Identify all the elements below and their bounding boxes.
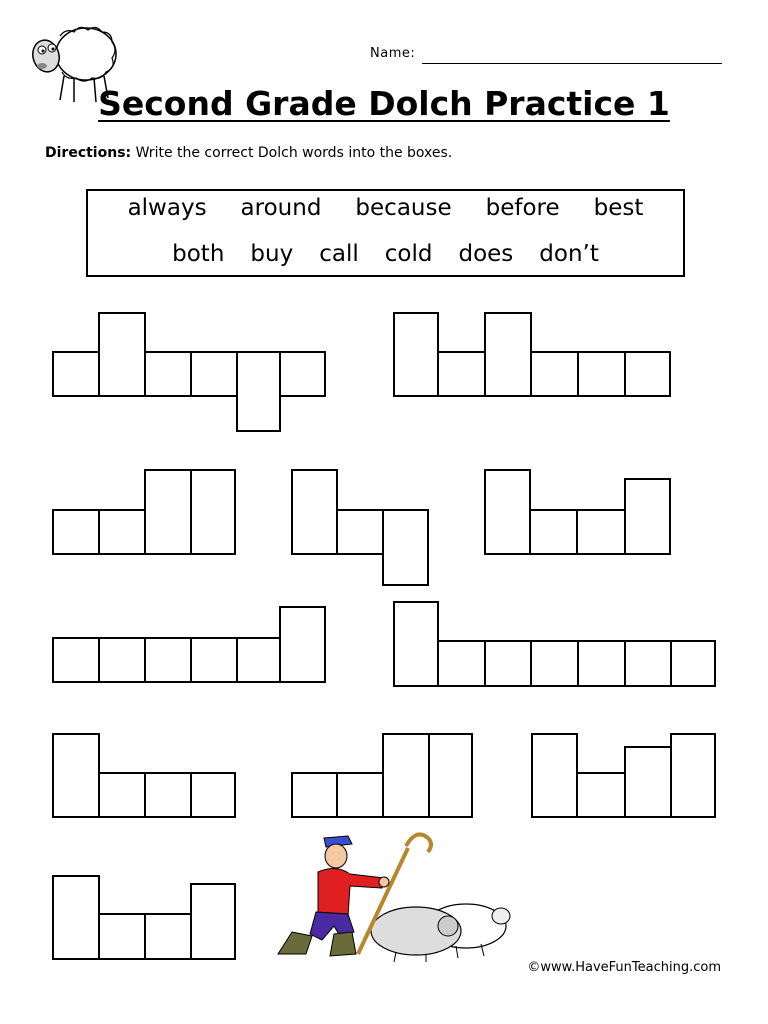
page-title: Second Grade Dolch Practice 1 [98, 84, 670, 123]
word-bank-row-2 [88, 241, 683, 267]
letter-box[interactable] [529, 509, 578, 555]
letter-box[interactable] [336, 509, 384, 555]
copyright-footer: ©www.HaveFunTeaching.com [527, 960, 721, 975]
letter-box[interactable] [144, 913, 192, 960]
letter-box[interactable] [393, 312, 439, 397]
letter-box[interactable] [576, 509, 626, 555]
word-bank-word: around [240, 195, 322, 221]
letter-box[interactable] [624, 478, 671, 555]
letter-box[interactable] [190, 351, 238, 397]
letter-box[interactable] [484, 640, 532, 687]
letter-box[interactable] [279, 351, 326, 397]
word-bank-word: because [355, 195, 452, 221]
word-bank-word: cold [384, 241, 433, 267]
word-bank-word: best [593, 195, 644, 221]
letter-box[interactable] [144, 637, 192, 683]
letter-box[interactable] [98, 772, 146, 818]
letter-box[interactable] [190, 637, 238, 683]
letter-box[interactable] [624, 351, 671, 397]
letter-box[interactable] [484, 469, 531, 555]
directions [45, 145, 452, 161]
letter-box[interactable] [530, 351, 579, 397]
letter-box[interactable] [577, 640, 626, 687]
letter-box[interactable] [52, 733, 100, 818]
letter-box[interactable] [144, 772, 192, 818]
letter-box[interactable] [190, 883, 236, 960]
directions-text: Write the correct Dolch words into the boxes. [135, 145, 453, 161]
letter-box[interactable] [144, 469, 192, 555]
letter-box[interactable] [624, 640, 672, 687]
letter-box[interactable] [98, 312, 146, 397]
letter-box[interactable] [437, 640, 486, 687]
letter-box[interactable] [670, 733, 716, 818]
word-bank-word: always [127, 195, 207, 221]
letter-box[interactable] [670, 640, 716, 687]
letter-box[interactable] [531, 733, 578, 818]
letter-box[interactable] [437, 351, 486, 397]
letter-box[interactable] [382, 733, 430, 818]
letter-box[interactable] [530, 640, 579, 687]
letter-box[interactable] [428, 733, 473, 818]
letter-box[interactable] [98, 509, 146, 555]
letter-box[interactable] [382, 509, 429, 586]
letter-box[interactable] [236, 637, 281, 683]
letter-box[interactable] [190, 772, 236, 818]
word-bank-row-1 [88, 195, 683, 221]
letter-box[interactable] [52, 637, 100, 683]
shepherd-with-sheep-illustration [276, 826, 520, 964]
word-bank-word: before [485, 195, 560, 221]
name-label: Name: [370, 46, 416, 61]
word-bank [86, 189, 685, 277]
word-bank-word: both [172, 241, 225, 267]
letter-box[interactable] [236, 351, 281, 432]
letter-box[interactable] [52, 509, 100, 555]
letter-box[interactable] [279, 606, 326, 683]
letter-box[interactable] [291, 772, 338, 818]
letter-box[interactable] [484, 312, 532, 397]
letter-box[interactable] [144, 351, 192, 397]
letter-box[interactable] [291, 469, 338, 555]
letter-box[interactable] [98, 637, 146, 683]
letter-box[interactable] [393, 601, 439, 687]
letter-box[interactable] [576, 772, 626, 818]
letter-box[interactable] [190, 469, 236, 555]
word-bank-word: don’t [539, 241, 599, 267]
word-bank-word: call [319, 241, 359, 267]
letter-box[interactable] [98, 913, 146, 960]
letter-box[interactable] [624, 746, 672, 818]
word-bank-word: buy [250, 241, 294, 267]
letter-box[interactable] [52, 351, 100, 397]
letter-box[interactable] [52, 875, 100, 960]
letter-box[interactable] [336, 772, 384, 818]
name-field-line[interactable] [422, 63, 722, 64]
word-bank-word: does [458, 241, 514, 267]
directions-label: Directions: [45, 145, 132, 161]
letter-box[interactable] [577, 351, 626, 397]
